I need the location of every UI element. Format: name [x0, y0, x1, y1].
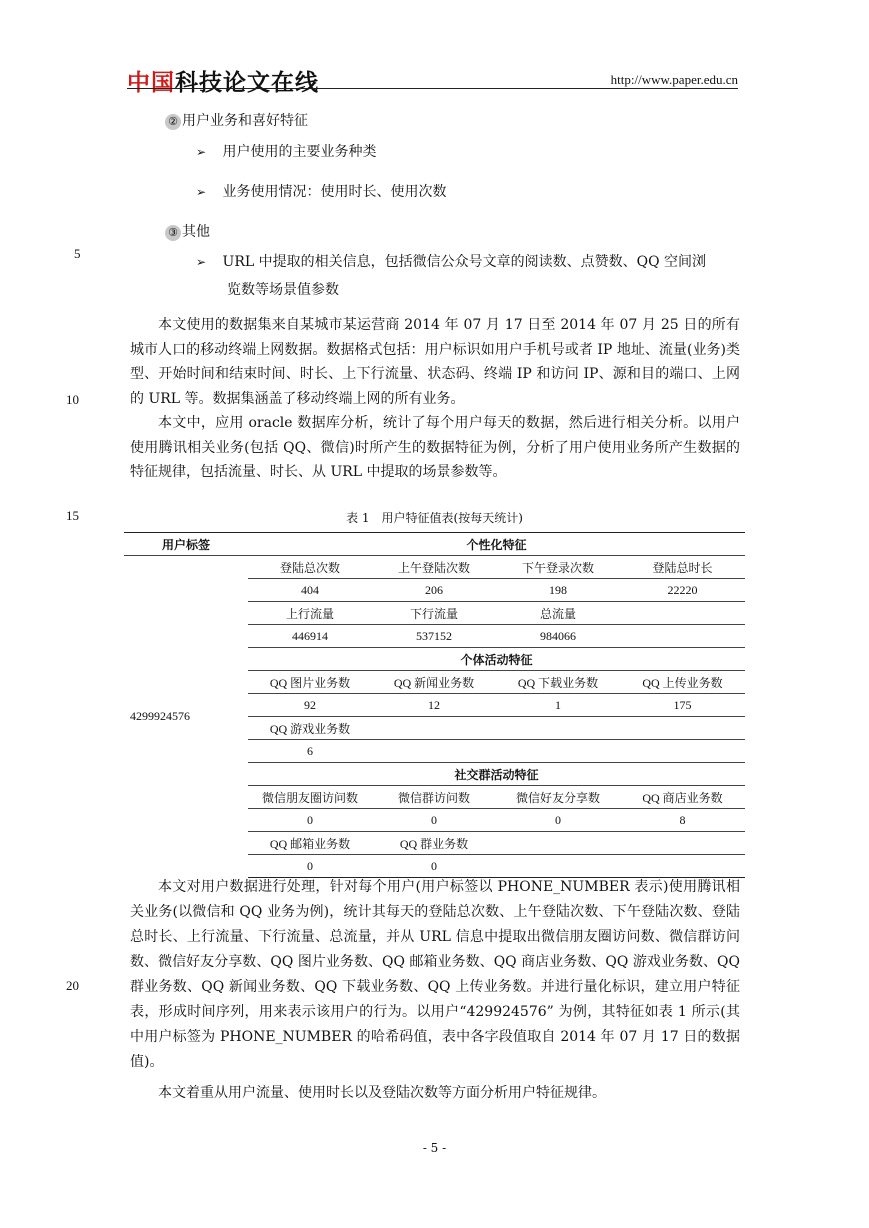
table-cell: 0	[248, 855, 372, 878]
table-cell: 8	[620, 809, 745, 832]
header-rule	[127, 88, 738, 89]
bullet-text: 用户使用的主要业务种类	[222, 144, 377, 160]
table-cell: QQ 新闻业务数	[372, 671, 496, 694]
table-cell	[620, 740, 745, 763]
paragraph-3: 本文对用户数据进行处理，针对每个用户(用户标签以 PHONE_NUMBER 表示)使用腾讯相关业务(以微信和 QQ 业务为例)，统计其每天的登陆总次数、上午登陆次数、下午登陆次数、登陆总时长、上行流量、下行流量、总流量，并从 URL 信息中提取出微信朋友圈访问数、微信群访问数、微信好友分享数、QQ 图片业务数、QQ 邮箱业务数、QQ 商店业务数、QQ 游戏业务数、QQ 群业务数、QQ 新闻业务数、QQ 下载业务数、QQ 上传业务数。并进行量化标识，建立用户特征表，形成时间序列，用来表示该用户的行为。以用户“429924576” 为例，其特征如表 1 所示(其中用户标签为 PHONE_NUMBER 的哈希码值，表中各字段值取自 2014 年 07 月 17 日的数据值)。	[130, 879, 740, 1070]
table-cell: QQ 上传业务数	[620, 671, 745, 694]
table-cell: 上行流量	[248, 602, 372, 625]
table-cell: 206	[372, 579, 496, 602]
table-cell: QQ 游戏业务数	[248, 717, 372, 740]
table-cell: 12	[372, 694, 496, 717]
table-cell	[496, 832, 620, 855]
arrow-bullet-icon: ➢	[196, 185, 207, 199]
section-3-heading	[165, 221, 210, 241]
table-cell	[620, 832, 745, 855]
group-social: 社交群活动特征	[248, 763, 745, 786]
table-cell: 175	[620, 694, 745, 717]
table-cell: QQ 邮箱业务数	[248, 832, 372, 855]
logo-black-part: 科技论文在线	[175, 70, 319, 96]
table-cell	[372, 717, 496, 740]
table-cell: 446914	[248, 625, 372, 648]
section-3-title: 其他	[182, 224, 210, 240]
line-number: 15	[66, 508, 79, 523]
table-cell	[496, 740, 620, 763]
table-cell	[620, 625, 745, 648]
table-cell: 984066	[496, 625, 620, 648]
table-cell: 上午登陆次数	[397, 560, 470, 575]
table-cell: QQ 群业务数	[372, 832, 496, 855]
table-row	[124, 556, 745, 579]
bullet-text: 业务使用情况：使用时长、使用次数	[222, 184, 447, 200]
table-cell: 登陆总时长	[652, 560, 713, 575]
table-cell: 537152	[372, 625, 496, 648]
table-cell: QQ 商店业务数	[620, 786, 745, 809]
table-cell: 198	[496, 579, 620, 602]
table-cell	[372, 740, 496, 763]
table-cell: 下午登录次数	[521, 560, 594, 575]
section-3-bullet-cont: 览数等场景值参数	[227, 282, 339, 298]
col-user-label: 用户标签	[124, 533, 248, 556]
table-cell: 22220	[620, 579, 745, 602]
table-cell: 总流量	[496, 602, 620, 625]
line-number: 20	[66, 978, 79, 993]
table-cell: 微信朋友圈访问数	[248, 786, 372, 809]
table-cell: 登陆总次数	[279, 560, 340, 575]
header-url[interactable]: http://www.paper.edu.cn	[610, 72, 738, 87]
table-cell: 0	[372, 809, 496, 832]
section-2-marker: ②	[165, 114, 181, 130]
table-cell	[496, 717, 620, 740]
section-2-heading	[165, 110, 308, 130]
paragraph-2: 本文中，应用 oracle 数据库分析，统计了每个用户每天的数据，然后进行相关分析。以用户使用腾讯相关业务(包括 QQ、微信)时所产生的数据特征为例，分析了用户使用业务所产生数据的特征规律，包括流量、时长、从 URL 中提取的场景参数等。	[130, 415, 740, 480]
table-cell: 0	[372, 855, 496, 878]
arrow-bullet-icon: ➢	[196, 145, 207, 159]
page-number: - 5 -	[422, 1141, 447, 1155]
section-2-bullet-2	[196, 181, 447, 201]
logo-red-part: 中国	[127, 70, 175, 96]
table-cell: 404	[248, 579, 372, 602]
table-cell: QQ 下载业务数	[496, 671, 620, 694]
paragraph-1: 本文使用的数据集来自某城市某运营商 2014 年 07 月 17 日至 2014 年 07 月 25 日的所有城市人口的移动终端上网数据。数据格式包括：用户标识如用户手机号或者 IP 地址、流量(业务)类型、开始时间和结束时间、时长、上下行流量、状态码、终端 IP 和访问 IP、源和目的端口、上网的 URL 等。数据集涵盖了移动终端上网的所有业务。	[130, 317, 740, 407]
line-number: 10	[66, 392, 79, 407]
arrow-bullet-icon: ➢	[196, 255, 207, 269]
paragraph-4: 本文着重从用户流量、使用时长以及登陆次数等方面分析用户特征规律。	[158, 1085, 606, 1101]
table-cell: 下行流量	[372, 602, 496, 625]
table-cell: 6	[248, 740, 372, 763]
table-cell: 微信好友分享数	[496, 786, 620, 809]
bullet-text: URL 中提取的相关信息，包括微信公众号文章的阅读数、点赞数、QQ 空间浏	[222, 254, 707, 270]
user-feature-table	[124, 532, 745, 878]
section-3-marker: ③	[165, 225, 181, 241]
table-cell: 微信群访问数	[372, 786, 496, 809]
section-2-bullet-1	[196, 141, 377, 161]
user-id-cell: 4299924576	[130, 709, 190, 724]
section-3-bullet	[196, 251, 706, 271]
table-cell: QQ 图片业务数	[248, 671, 372, 694]
group-activity: 个体活动特征	[248, 648, 745, 671]
section-2-title: 用户业务和喜好特征	[182, 113, 308, 129]
group-personal: 个性化特征	[248, 533, 745, 556]
journal-logo	[127, 64, 319, 97]
table-cell: 92	[248, 694, 372, 717]
line-number: 5	[74, 246, 81, 261]
table-header-row	[124, 533, 745, 556]
table-cell: 1	[496, 694, 620, 717]
table-cell: 0	[248, 809, 372, 832]
table-cell	[620, 602, 745, 625]
table-caption: 表 1 用户特征值表(按每天统计)	[346, 511, 523, 525]
table-cell: 0	[496, 809, 620, 832]
table-cell	[620, 717, 745, 740]
